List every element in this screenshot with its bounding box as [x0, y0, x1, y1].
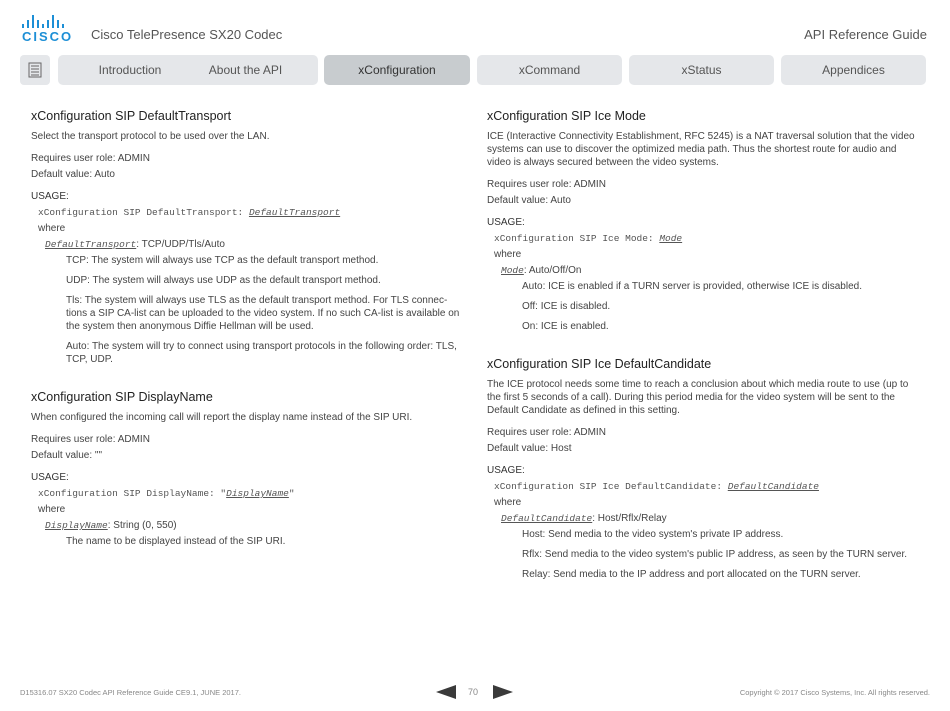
- parameter: [45, 238, 461, 251]
- code-variable: DisplayName: [226, 488, 289, 499]
- option-text: On: ICE is enabled.: [522, 321, 609, 332]
- usage-code: [494, 480, 917, 493]
- nav-tabs: [20, 55, 930, 85]
- user-role: Requires user role: ADMIN: [487, 179, 606, 190]
- section-title: xConfiguration SIP Ice Mode: [487, 109, 646, 123]
- code-prefix: xConfiguration SIP DefaultTransport:: [38, 207, 249, 218]
- option-text: Relay: Send media to the IP address and port allocated on the TURN server.: [522, 569, 861, 580]
- option-text: The name to be displayed instead of the SIP URI.: [66, 536, 286, 547]
- section-title: xConfiguration SIP DisplayName: [31, 390, 213, 404]
- parameter-values: : Auto/Off/On: [523, 265, 582, 276]
- option-text: Off: ICE is disabled.: [522, 301, 611, 312]
- option-text: Tls: The system will always use TLS as the default transport method. For TLS connec- tions a SIP CA-list can be uploaded to the video system. If no such CA-list is available on the system then anonymous Diffie Hellman will be used.: [66, 295, 460, 332]
- option-text: TCP: The system will always use TCP as the default transport method.: [66, 255, 379, 266]
- user-role: Requires user role: ADMIN: [487, 427, 606, 438]
- code-variable: DefaultTransport: [248, 207, 341, 218]
- where-label: where: [38, 223, 66, 234]
- product-title: Cisco TelePresence SX20 Codec: [91, 27, 283, 42]
- usage-label: USAGE:: [31, 191, 69, 202]
- usage-label: USAGE:: [487, 217, 525, 228]
- section-description: Select the transport protocol to be used over the LAN.: [31, 131, 270, 142]
- left-column: [31, 110, 461, 555]
- option-text: UDP: The system will always use UDP as the default transport method.: [66, 275, 381, 286]
- code-prefix: xConfiguration SIP DisplayName: ": [38, 488, 227, 499]
- tab-xstatus[interactable]: xStatus: [629, 55, 774, 85]
- tab-introduction[interactable]: Introduction: [58, 55, 202, 85]
- parameter: [45, 519, 461, 532]
- code-variable: Mode: [659, 233, 683, 244]
- usage-code: [494, 232, 917, 245]
- where-label: where: [494, 249, 522, 260]
- code-prefix: xConfiguration SIP Ice Mode:: [494, 233, 660, 244]
- page-header: [0, 0, 950, 50]
- code-prefix: xConfiguration SIP Ice DefaultCandidate:: [494, 481, 728, 492]
- option-text: Auto: The system will try to connect using transport protocols in the following order: TLS, TCP, UDP.: [66, 341, 457, 365]
- cisco-logo-text: CISCO: [22, 29, 74, 44]
- next-page-icon[interactable]: [493, 685, 513, 699]
- page-number: 70: [468, 687, 479, 697]
- parameter-name: DisplayName: [45, 520, 108, 531]
- cisco-bars-icon: [22, 14, 66, 28]
- tab-about-the-api[interactable]: About the API: [173, 55, 318, 85]
- document-id: D15316.07 SX20 Codec API Reference Guide CE9.1, JUNE 2017.: [20, 688, 241, 697]
- usage-label: USAGE:: [487, 465, 525, 476]
- where-label: where: [38, 504, 66, 515]
- parameter-values: : TCP/UDP/Tls/Auto: [136, 239, 225, 250]
- usage-label: USAGE:: [31, 472, 69, 483]
- parameter-name: Mode: [501, 265, 524, 276]
- default-value: Default value: Auto: [31, 169, 115, 180]
- default-value: Default value: Host: [487, 443, 572, 454]
- usage-code: [38, 487, 461, 500]
- previous-page-icon[interactable]: [436, 685, 456, 699]
- menu-button[interactable]: [20, 55, 50, 85]
- page-footer: [0, 683, 950, 703]
- parameter: [501, 264, 917, 277]
- user-role: Requires user role: ADMIN: [31, 434, 150, 445]
- right-column: [487, 110, 917, 588]
- default-value: Default value: Auto: [487, 195, 571, 206]
- usage-code: [38, 206, 461, 219]
- default-value: Default value: "": [31, 450, 103, 461]
- code-variable: DefaultCandidate: [727, 481, 819, 492]
- user-role: Requires user role: ADMIN: [31, 153, 150, 164]
- parameter: [501, 512, 917, 525]
- parameter-name: DefaultCandidate: [501, 513, 593, 524]
- section-description: The ICE protocol needs some time to reach a conclusion about which media route to use (up to the first 5 seconds of a call). During this period media for the video system will be sent to the Default Candidate as defined in this setting.: [487, 379, 909, 416]
- parameter-name: DefaultTransport: [45, 239, 137, 250]
- tab-appendices[interactable]: Appendices: [781, 55, 926, 85]
- cisco-logo: [22, 14, 74, 44]
- section-description: When configured the incoming call will report the display name instead of the SIP URI.: [31, 412, 413, 423]
- option-text: Rflx: Send media to the video system's public IP address, as seen by the TURN server.: [522, 549, 908, 560]
- section-title: xConfiguration SIP Ice DefaultCandidate: [487, 357, 712, 371]
- parameter-values: : String (0, 550): [107, 520, 177, 531]
- copyright: Copyright © 2017 Cisco Systems, Inc. All rights reserved.: [739, 688, 930, 697]
- parameter-values: : Host/Rflx/Relay: [592, 513, 667, 524]
- where-label: where: [494, 497, 522, 508]
- code-suffix: ": [288, 488, 295, 499]
- tab-xcommand[interactable]: xCommand: [477, 55, 622, 85]
- option-text: Host: Send media to the video system's private IP address.: [522, 529, 784, 540]
- guide-title: API Reference Guide: [804, 27, 927, 42]
- document-list-icon: [28, 62, 42, 78]
- section-description: ICE (Interactive Connectivity Establishment, RFC 5245) is a NAT traversal solution that the video systems can use to discover the optimized media path. Thus the shortest route for audio and video is always secured between the video systems.: [487, 131, 915, 168]
- tab-xconfiguration[interactable]: xConfiguration: [324, 55, 470, 85]
- option-text: Auto: ICE is enabled if a TURN server is provided, otherwise ICE is disabled.: [522, 281, 862, 292]
- section-title: xConfiguration SIP DefaultTransport: [31, 109, 232, 123]
